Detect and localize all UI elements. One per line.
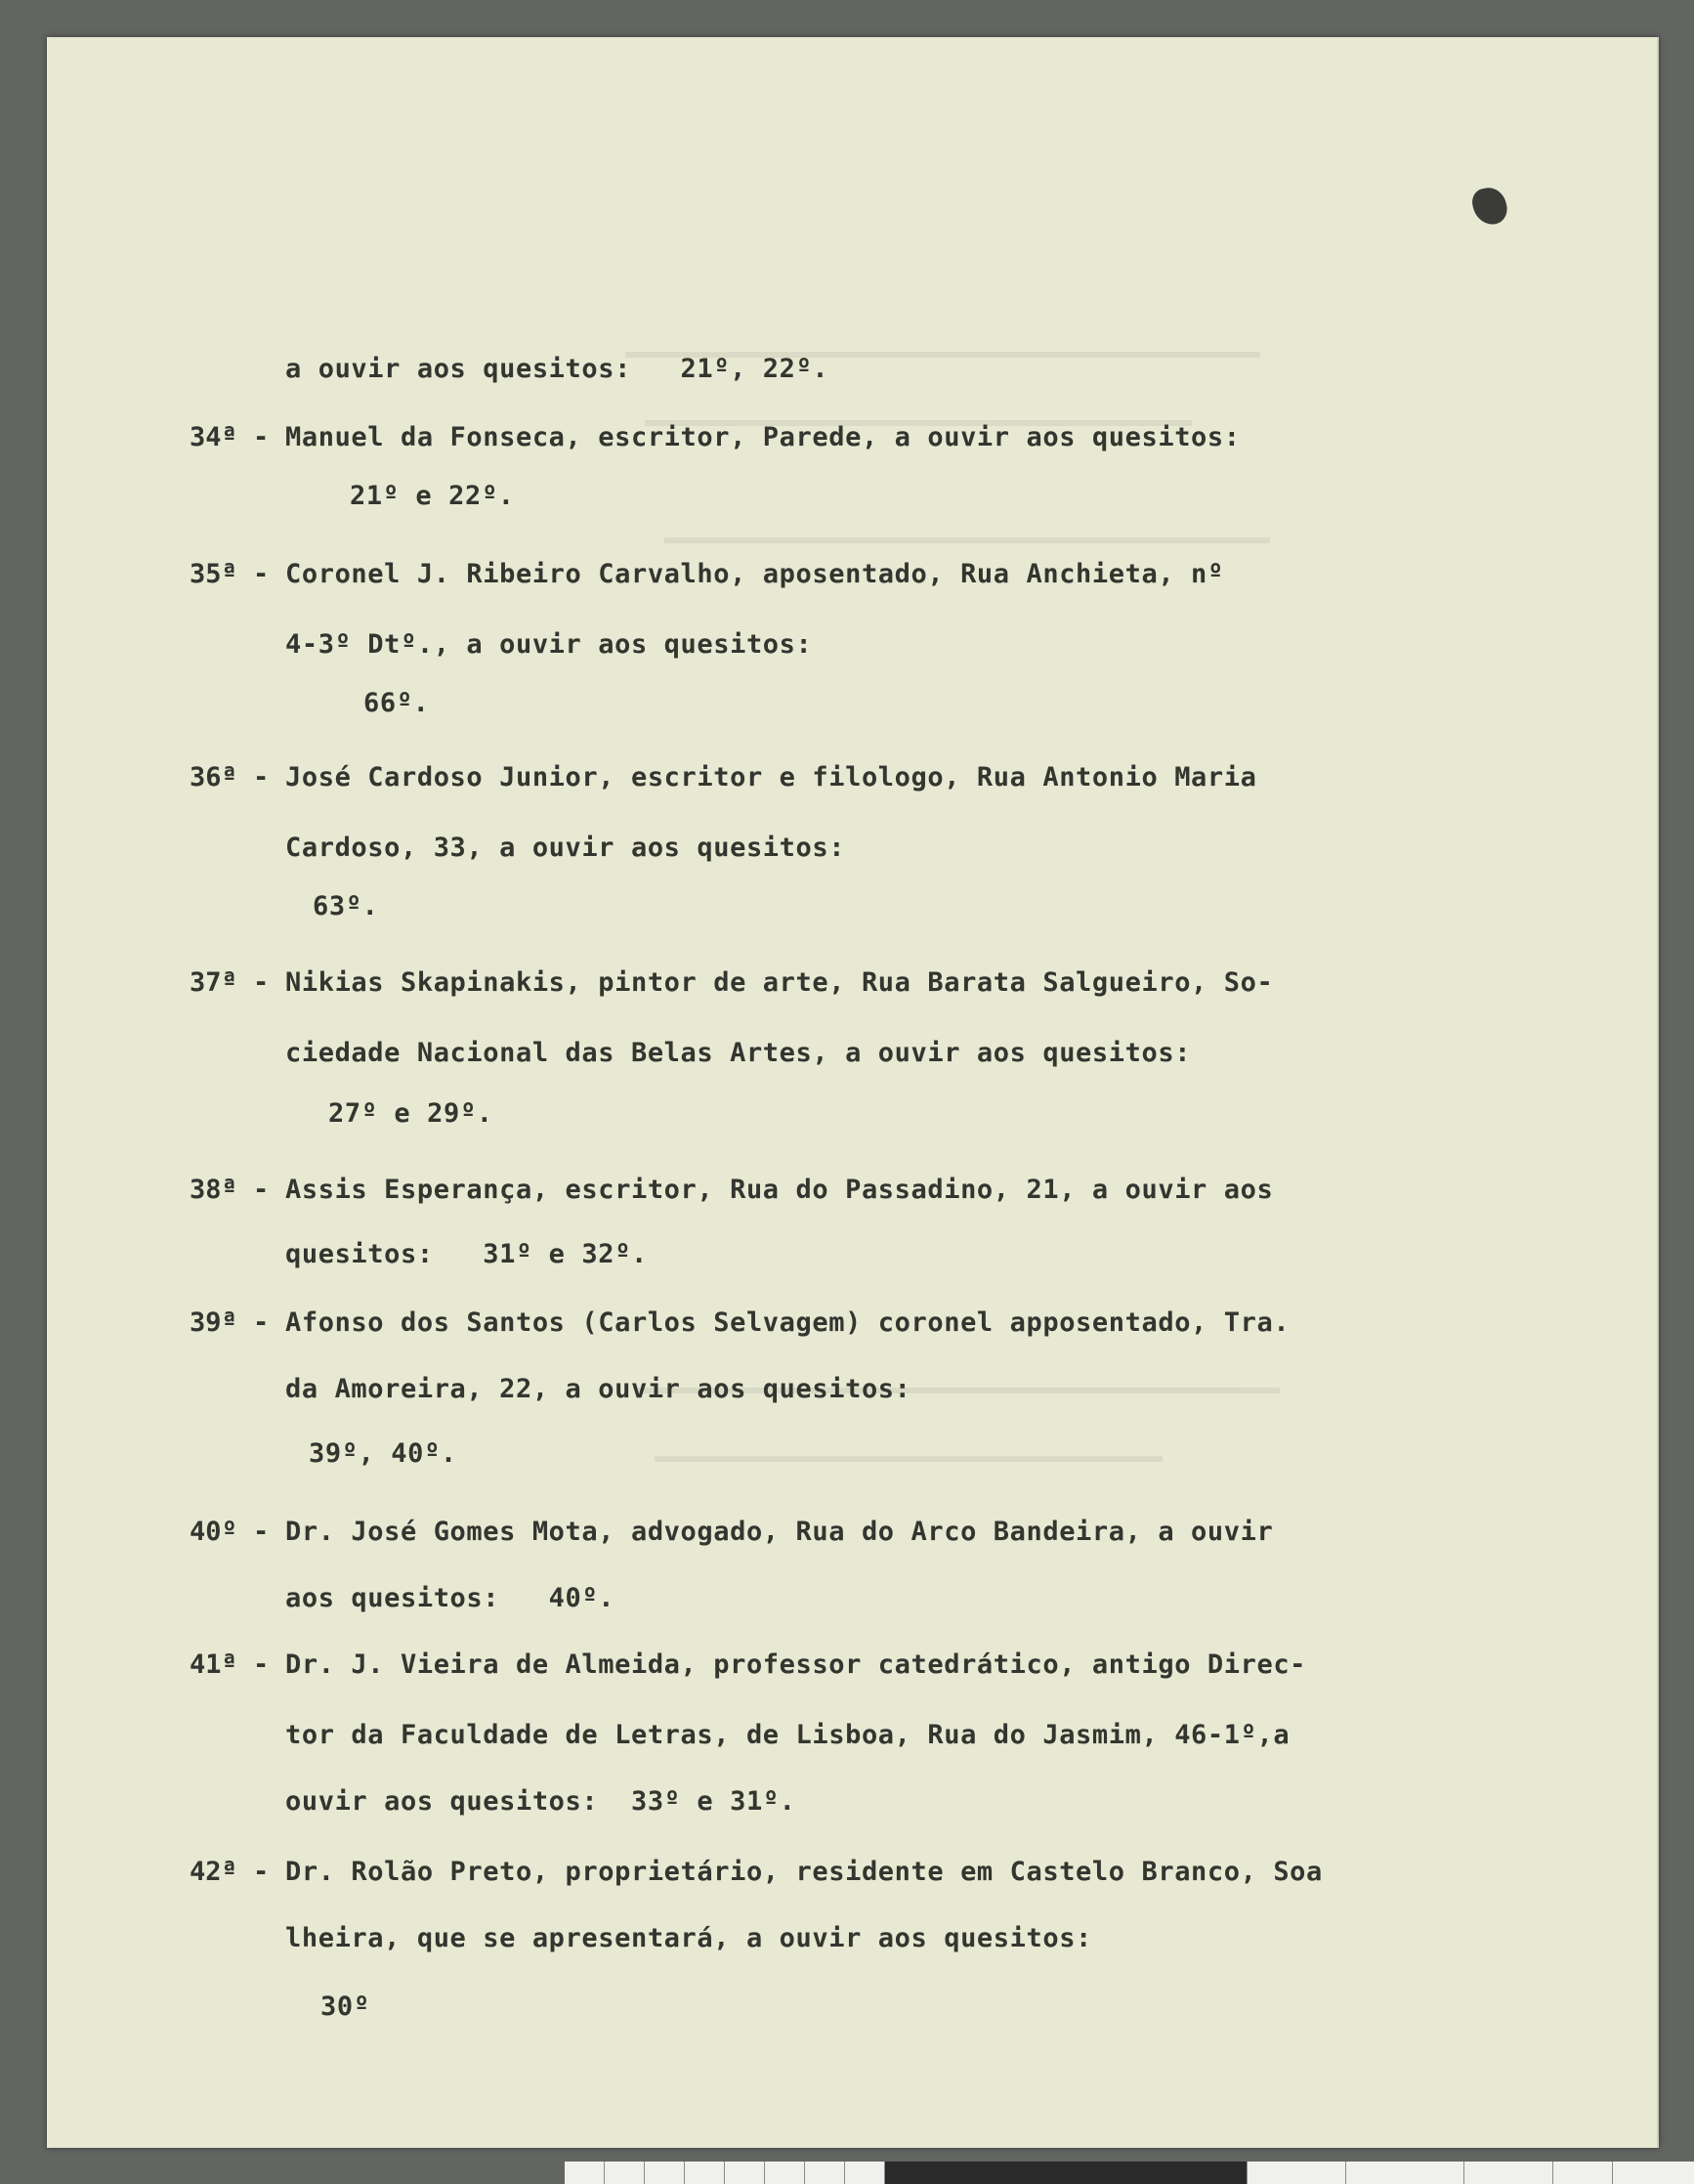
entry-number: 37ª -	[190, 967, 270, 998]
entry-line: 27º e 29º.	[328, 1098, 493, 1129]
entry-line: Afonso dos Santos (Carlos Selvagem) coronel apposentado, Tra.	[285, 1307, 1291, 1338]
entry-number: 34ª -	[190, 422, 270, 452]
entry-line: 66º.	[363, 688, 430, 718]
entry-line: ciedade Nacional das Belas Artes, a ouvir aos quesitos:	[285, 1038, 1192, 1068]
entry-line: Assis Esperança, escritor, Rua do Passadino, 21, a ouvir aos	[285, 1175, 1274, 1205]
entry-line: aos quesitos: 40º.	[285, 1583, 615, 1613]
entry-line: Cardoso, 33, a ouvir aos quesitos:	[285, 833, 846, 863]
entry-line: 39º, 40º.	[309, 1438, 457, 1469]
entry-number: 42ª -	[190, 1857, 270, 1887]
entry-line: 30º	[320, 1991, 370, 2022]
entry-line: 63º.	[313, 891, 379, 921]
entry-line: Nikias Skapinakis, pintor de arte, Rua Barata Salgueiro, So-	[285, 967, 1274, 998]
entry-number: 41ª -	[190, 1649, 270, 1680]
entry-line: Dr. J. Vieira de Almeida, professor catedrático, antigo Direc-	[285, 1649, 1307, 1680]
entry-number: 39ª -	[190, 1307, 270, 1338]
entry-line: Coronel J. Ribeiro Carvalho, aposentado, Rua Anchieta, nº	[285, 559, 1224, 589]
entry-number: 35ª -	[190, 559, 270, 589]
entry-line: tor da Faculdade de Letras, de Lisboa, Rua do Jasmim, 46-1º,a	[285, 1720, 1291, 1750]
page-fold	[1658, 39, 1659, 2140]
entry-line: Dr. José Gomes Mota, advogado, Rua do Arco Bandeira, a ouvir	[285, 1517, 1274, 1547]
entry-line: 21º e 22º.	[350, 481, 515, 511]
intro-line: a ouvir aos quesitos: 21º, 22º.	[285, 354, 829, 384]
entry-line: da Amoreira, 22, a ouvir aos quesitos:	[285, 1374, 911, 1404]
entry-number: 40º -	[190, 1517, 270, 1547]
entry-number: 38ª -	[190, 1175, 270, 1205]
entry-line: quesitos: 31º e 32º.	[285, 1239, 648, 1269]
entry-line: José Cardoso Junior, escritor e filologo, Rua Antonio Maria	[285, 762, 1257, 792]
entry-line: ouvir aos quesitos: 33º e 31º.	[285, 1786, 796, 1817]
entry-number: 36ª -	[190, 762, 270, 792]
measurement-scale	[565, 2162, 1694, 2184]
entry-line: Dr. Rolão Preto, proprietário, residente em Castelo Branco, Soa	[285, 1857, 1323, 1887]
entry-line: 4-3º Dtº., a ouvir aos quesitos:	[285, 629, 813, 660]
entry-line: lheira, que se apresentará, a ouvir aos quesitos:	[285, 1923, 1092, 1953]
entry-line: Manuel da Fonseca, escritor, Parede, a ouvir aos quesitos:	[285, 422, 1241, 452]
